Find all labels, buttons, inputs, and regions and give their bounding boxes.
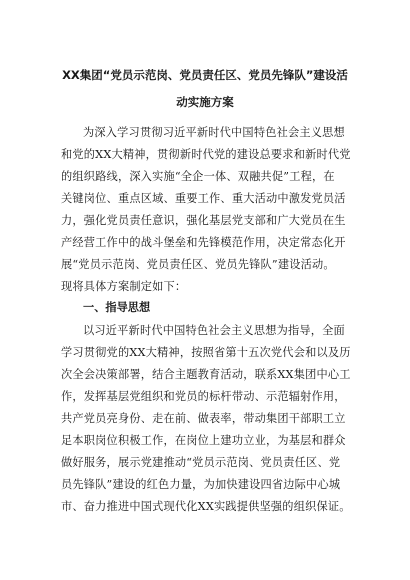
document-title-line-1: XX集团“党员示范岗、党员责任区、党员先锋队”建设活 [62,68,348,82]
paragraph-2-line: 做好服务，展示党建推动“党员示范岗、党员责任区、党 [61,456,341,469]
paragraph-2-line: 员先锋队”建设的红色力量，为加快建设四省边际中心城 [61,478,341,491]
paragraph-2-line: 次全会决策部署，结合主题教育活动，联系XX集团中心工 [61,368,351,381]
section-heading: 一、指导思想 [83,301,151,314]
paragraph-2-line: 足本职岗位积极工作，在岗位上建功立业，为基层和群众 [61,434,346,447]
paragraph-1-line: 展“党员示范岗、党员责任区、党员先锋队”建设活动。 [61,258,335,271]
paragraph-1-line: 关键岗位、重点区域、重要工作、重大活动中激发党员活 [61,192,346,205]
paragraph-1-line: 为深入学习贯彻习近平新时代中国特色社会主义思想 [83,126,345,139]
document-title-line-2: 动实施方案 [176,95,234,109]
paragraph-2-line: 作，发挥基层党组织和党员的标杆带动、示范辐射作用， [61,390,346,403]
paragraph-2-line: 市、奋力推进中国式现代化XX实践提供坚强的组织保证。 [61,500,351,513]
paragraph-1-line: 和党的XX大精神，贯彻新时代党的建设总要求和新时代党 [61,148,351,161]
paragraph-2-line: 以习近平新时代中国特色社会主义思想为指导，全面 [83,324,345,337]
paragraph-2-line: 学习贯彻党的XX大精神，按照省第十五次党代会和以及历 [61,346,351,359]
paragraph-2-line: 共产党员亮身份、走在前、做表率，带动集团干部职工立 [61,412,346,425]
paragraph-1-line: 力，强化党员责任意识，强化基层党支部和广大党员在生 [61,214,346,227]
paragraph-1-line: 产经营工作中的战斗堡垒和先锋模范作用，决定常态化开 [61,236,346,249]
paragraph-1-line: 的组织路线，深入实施“全企一体、双融共促”工程，在 [61,170,335,183]
paragraph-1-line: 现将具体方案制定如下： [61,280,187,293]
